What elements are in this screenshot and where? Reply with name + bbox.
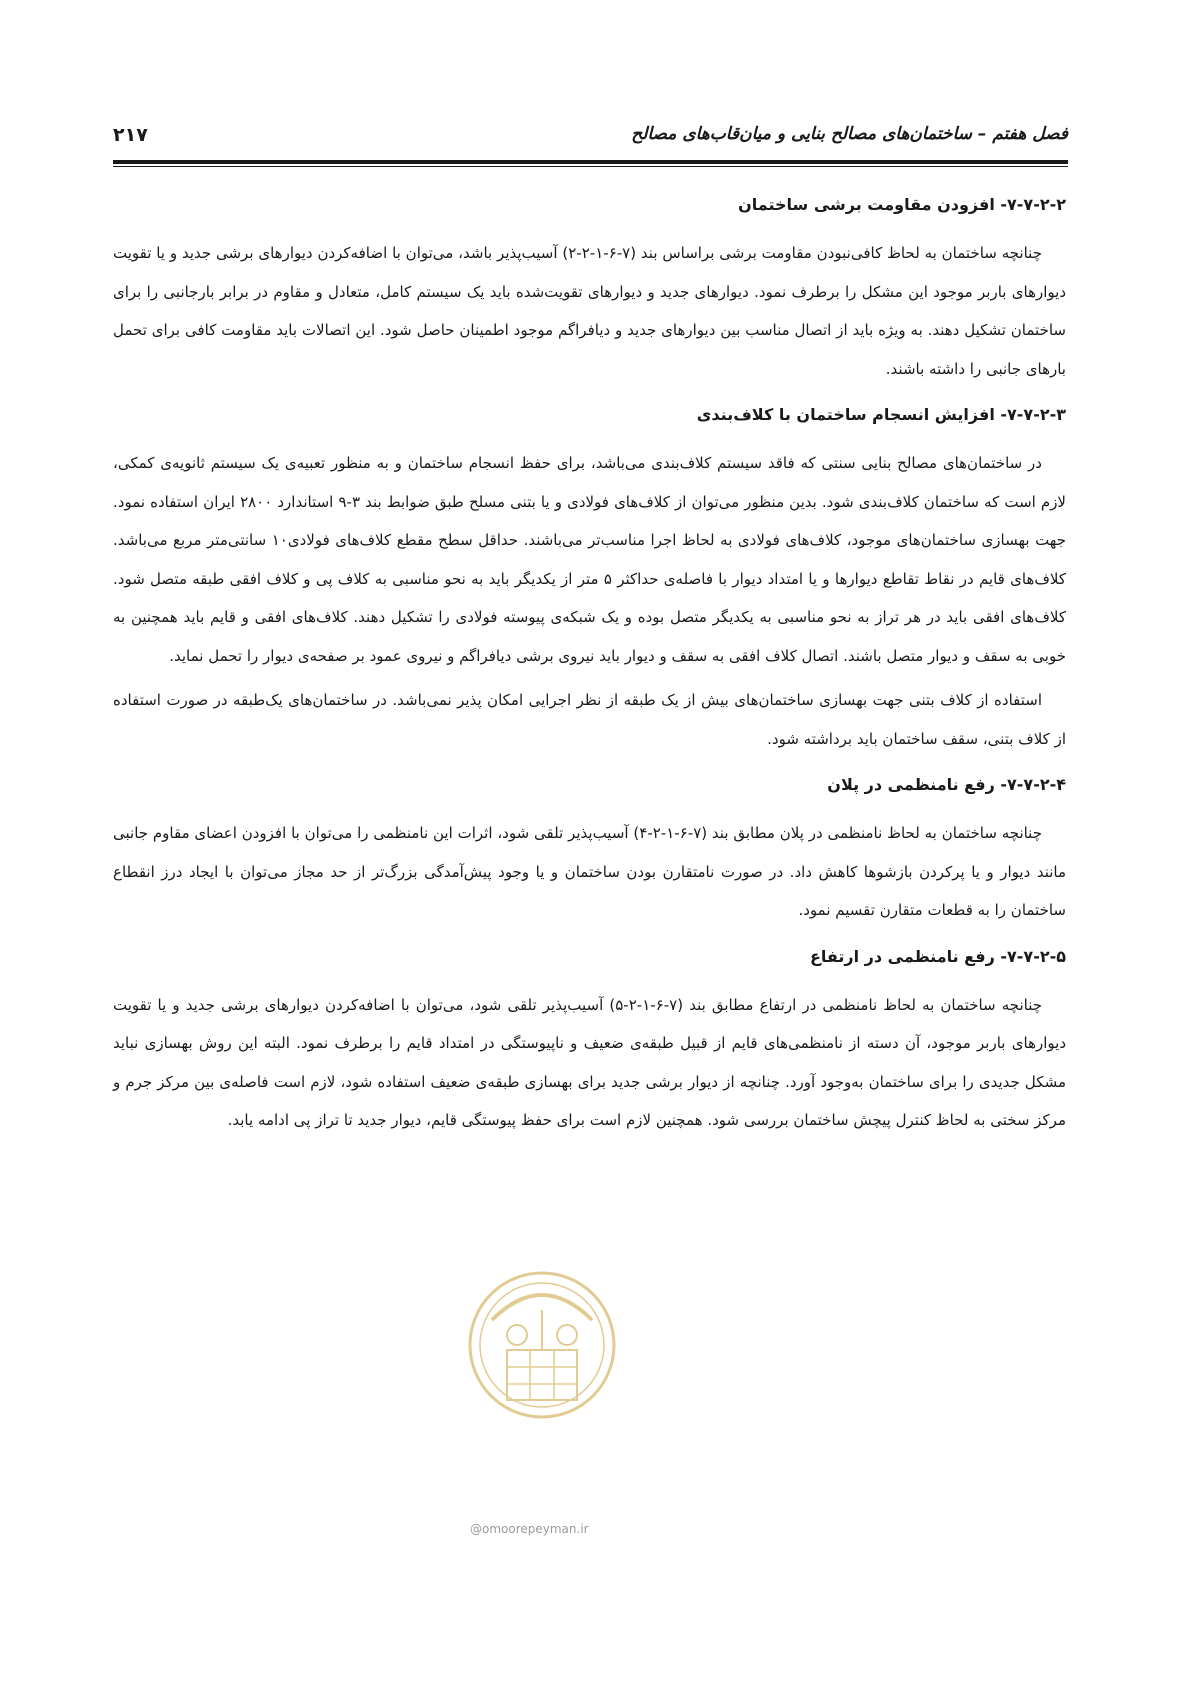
watermark-seal bbox=[462, 1250, 622, 1460]
section-shear-strength bbox=[113, 190, 1066, 388]
page-number: ۲۱۷ bbox=[113, 124, 148, 146]
paragraph: چنانچه ساختمان به لحاظ نامنظمی در پلان مطابق بند (۷-۶-۱-۲-۴) آسیب‌پذیر تلقی شود، اثرات این نامنظمی را می‌توان با افزودن اعضای مقاوم جانبی مانند دیوار و یا پرکردن بازشوها کاهش داد. در صورت نامتقارن بودن ساختمان و یا وجود پیش‌آمدگی بزرگ‌تر از حد مجاز می‌توان با ایجاد درز انقطاع ساختمان را به قطعات متقارن تقسیم نمود. bbox=[113, 824, 1066, 919]
page-header bbox=[113, 124, 1068, 164]
paragraph: در ساختمان‌های مصالح بنایی سنتی که فاقد سیستم کلاف‌بندی می‌باشد، برای حفظ انسجام ساختمان و به منظور تعبیه‌ی یک سیستم ثانویه‌ی کمکی، لازم است که ساختمان کلاف‌بندی شود. بدین منظور می‌توان از کلاف‌های فولادی و یا بتنی مسلح طبق ضوابط بند ۳-۹ استاندارد ۲۸۰۰ ایران استفاده نمود. جهت بهسازی ساختمان‌های موجود، کلاف‌های فولادی به لحاظ اجرا مناسب‌تر می‌باشند. حداقل سطح مقطع کلاف‌های فولادی۱۰ سانتی‌متر مربع می‌باشد. کلاف‌های قایم در نقاط تقاطع دیوارها و یا امتداد دیوار با فاصله‌ی حداکثر ۵ متر از یکدیگر باید به نحو مناسبی به کلاف پی و کلاف افقی طبقه متصل شود. کلاف‌های افقی باید در هر تراز به نحو مناسبی به یکدیگر متصل بوده و یک شبکه‌ی پیوسته فولادی را تشکیل دهند. کلاف‌های افقی و قایم باید همچنین به خوبی به سقف و دیوار متصل باشند. اتصال کلاف افقی به سقف و دیوار باید نیروی برشی دیافراگم و نیروی عمود بر صفحه‌ی دیوار را تحمل نماید. bbox=[113, 454, 1066, 665]
section-height-irregularity bbox=[113, 942, 1066, 1140]
chapter-title: فصل هفتم – ساختمان‌های مصالح بنایی و میان‌قاب‌های مصالح bbox=[631, 124, 1068, 144]
section-plan-irregularity bbox=[113, 770, 1066, 930]
section-heading: ۷-۷-۲-۴- رفع نامنظمی در پلان bbox=[827, 775, 1066, 794]
header-rule-thick bbox=[113, 160, 1068, 164]
body-content bbox=[113, 190, 1066, 1152]
section-heading: ۷-۷-۲-۲- افزودن مقاومت برشی ساختمان bbox=[738, 195, 1066, 214]
section-tie-beams bbox=[113, 400, 1066, 758]
section-heading: ۷-۷-۲-۳- افزایش انسجام ساختمان با کلاف‌بندی bbox=[696, 405, 1066, 424]
paragraph: چنانچه ساختمان به لحاظ کافی‌نبودن مقاومت برشی براساس بند (۷-۶-۱-۲-۲) آسیب‌پذیر باشد، می‌توان با اضافه‌کردن دیوارهای برشی جدید و یا تقویت دیوارهای باربر موجود این مشکل را برطرف نمود. دیوارهای جدید و دیوارهای تقویت‌شده باید یک سیستم کامل، متعادل و مقاوم در برابر بارجانبی را برای ساختمان تشکیل دهند. به ویژه باید از اتصال مناسب بین دیوارهای جدید و دیافراگم موجود اطمینان حاصل شود. این اتصالات باید مقاومت کافی برای تحمل بارهای جانبی را داشته باشند. bbox=[113, 244, 1066, 378]
section-heading: ۷-۷-۲-۵- رفع نامنظمی در ارتفاع bbox=[809, 946, 1066, 966]
watermark-url: @omoorepeyman.ir bbox=[470, 1522, 589, 1536]
paragraph: استفاده از کلاف بتنی جهت بهسازی ساختمان‌های بیش از یک طبقه از نظر اجرایی امکان پذیر نمی‌باشد. در ساختمان‌های یک‌طبقه در صورت استفاده از کلاف بتنی، سقف ساختمان باید برداشته شود. bbox=[113, 691, 1066, 748]
header-rule-thin bbox=[113, 166, 1068, 167]
paragraph: چنانچه ساختمان به لحاظ نامنظمی در ارتفاع مطابق بند (۷-۶-۱-۲-۵) آسیب‌پذیر تلقی شود، می‌توان با اضافه‌کردن دیوارهای برشی جدید و یا تقویت دیوارهای باربر موجود، آن دسته از نامنظمی‌های قایم از قبیل طبقه‌ی ضعیف و ناپیوستگی در امتداد قایم را برطرف نمود. البته این روش بهسازی نباید مشکل جدیدی را برای ساختمان به‌وجود آورد. چنانچه از دیوار برشی جدید برای بهسازی طبقه‌ی ضعیف استفاده شود، لازم است فاصله‌ی بین مرکز جرم و مرکز سختی به لحاظ کنترل پیچش ساختمان بررسی شود. همچنین لازم است برای حفظ پیوستگی قایم، دیوار جدید تا تراز پی ادامه یابد. bbox=[113, 995, 1066, 1129]
